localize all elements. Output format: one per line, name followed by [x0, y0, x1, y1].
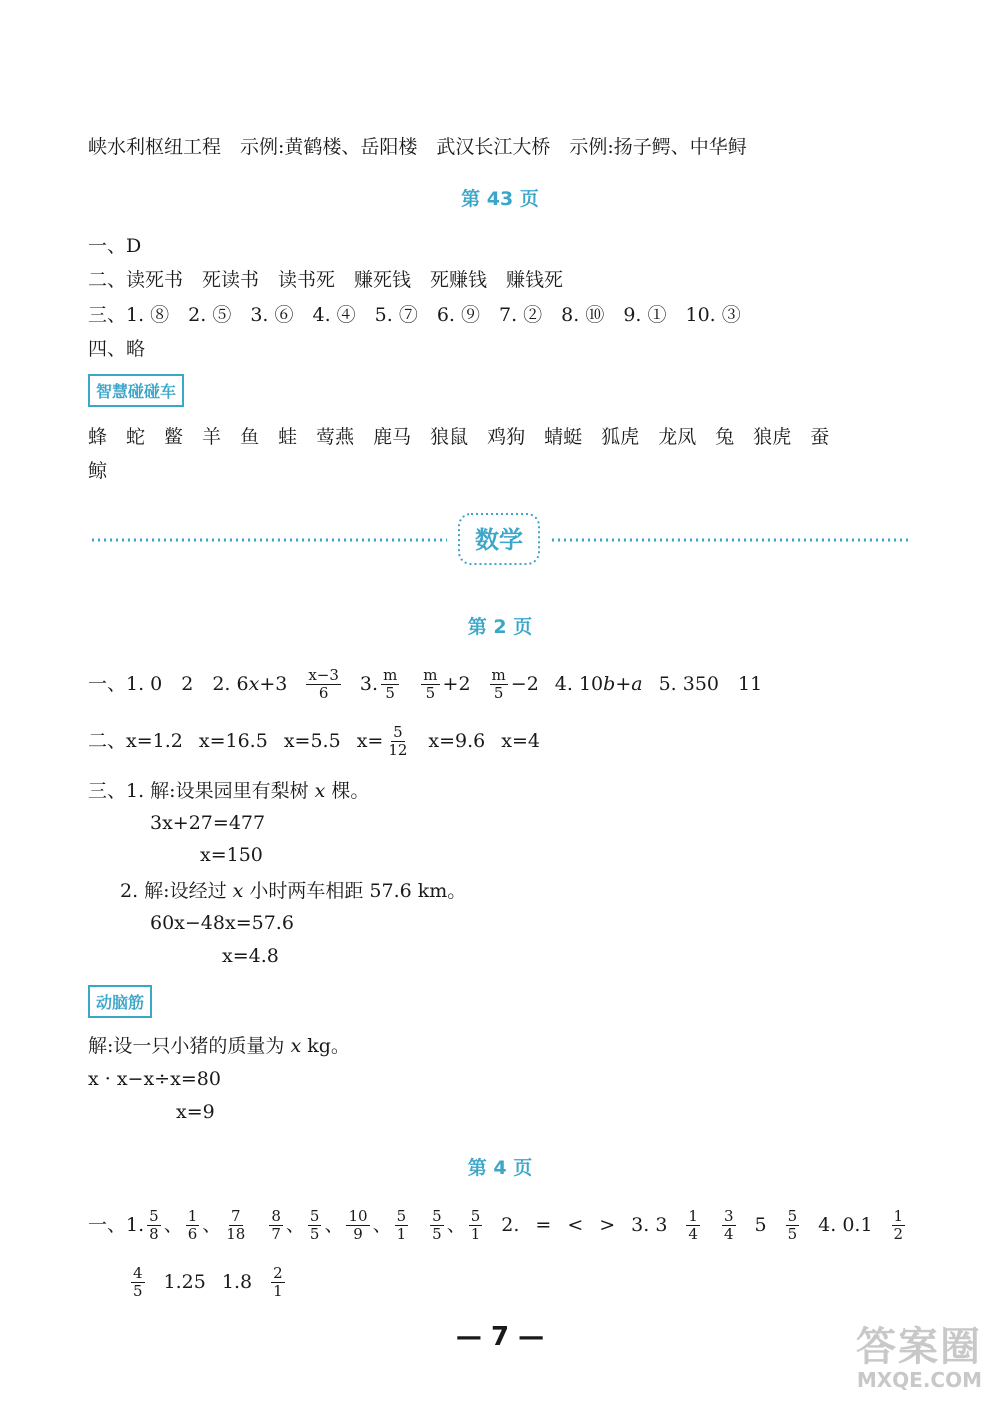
- answer-43-q2: 二、读死书 死读书 读书死 赚死钱 死赚钱 赚钱死: [88, 269, 564, 291]
- q2-label: 2.: [501, 1214, 520, 1236]
- value-1-25: 1.25: [163, 1271, 206, 1293]
- continued-line: 峡水利枢纽工程 示例:黄鹤楼、岳阳楼 武汉长江大桥 示例:扬子鳄、中华鲟: [88, 136, 747, 158]
- fraction: $\frac{x-3}{6}$: [308, 665, 339, 702]
- fraction: $\frac{5}{8}$: [149, 1206, 159, 1243]
- animal-item: 鸡狗: [487, 426, 526, 448]
- divider-dots-left: [92, 537, 447, 543]
- page-number: — 7 —: [455, 1322, 545, 1352]
- q2-c: x=5.5: [283, 730, 341, 752]
- q1-prefix: 一、1. 0 2 2. 6: [88, 673, 249, 695]
- fraction: $\frac{1}{4}$: [688, 1206, 698, 1243]
- brain-intro: 解:设一只小猪的质量为 x kg。: [88, 1035, 350, 1057]
- animal-item: 狼鼠: [430, 426, 469, 448]
- watermark-top: 答案圈: [856, 1324, 982, 1370]
- symbol-gt: >: [599, 1214, 616, 1236]
- value-1-8: 1.8: [221, 1271, 253, 1293]
- fraction: $\frac{3}{4}$: [723, 1206, 734, 1243]
- q1-prefix: 一、1.: [88, 1214, 145, 1236]
- animals-line-2: 鲸: [88, 460, 108, 482]
- animal-item: 蛇: [126, 426, 146, 448]
- animal-item: 蜂: [88, 426, 108, 448]
- var-a: a: [631, 673, 643, 695]
- symbol-eq: =: [535, 1214, 552, 1236]
- answer-2-q2: [88, 721, 540, 761]
- subject-badge: [455, 510, 543, 568]
- section-title-2: 第 2 页: [467, 616, 533, 638]
- fraction: $\frac{5}{5}$: [309, 1206, 320, 1243]
- fraction: $\frac{m}{5}$: [491, 665, 506, 702]
- q1-plus2: +2: [442, 673, 471, 695]
- fraction: $\frac{4}{5}$: [133, 1263, 143, 1300]
- q2-d: x=: [356, 730, 384, 752]
- section-title-4: 第 4 页: [467, 1157, 533, 1179]
- animal-item: 蜻蜓: [544, 426, 583, 448]
- q2-b: x=16.5: [198, 730, 268, 752]
- animal-item: 鳖: [164, 426, 184, 448]
- fraction: $\frac{1}{2}$: [893, 1206, 904, 1243]
- var-x: x: [248, 673, 260, 695]
- watermark-bottom: MXQE.COM: [856, 1368, 982, 1392]
- animal-item: 鹿马: [373, 426, 412, 448]
- brain-eq2: x=9: [176, 1101, 215, 1123]
- fraction: $\frac{2}{1}$: [273, 1263, 283, 1300]
- fraction: $\frac{5}{1}$: [470, 1206, 481, 1243]
- answer-2-q3-2-eq2: x=4.8: [222, 945, 279, 967]
- brain-eq1: x · x−x÷x=80: [88, 1068, 221, 1090]
- fraction: $\frac{1}{6}$: [187, 1206, 198, 1243]
- fraction: $\frac{5}{12}$: [388, 722, 408, 759]
- animal-item: 蚕: [810, 426, 830, 448]
- q1-tail: 5. 350 11: [658, 673, 763, 695]
- fraction: $\frac{m}{5}$: [423, 665, 438, 702]
- q3-label: 3. 3: [631, 1214, 668, 1236]
- fraction: $\frac{8}{7}$: [271, 1206, 281, 1243]
- divider-dots-right-svg: [552, 537, 908, 543]
- answer-2-q1: [88, 664, 762, 704]
- q1-minus2: −2: [510, 673, 539, 695]
- answer-4-q1-line1: 一、1. $\frac{5}{8}$ 、 $\frac{1}{6}$ 、 $\frac{7}{18}$ $\frac{8}{7}$ 、 $\frac{5}{5}$ 、 $\frac{10}{9}$ 、 $\frac{5}{1}$ $\frac{5}{5}$ 、 $\frac{5}{1}$ 2. = < > 3. 3 $\frac{1}{4}$ $\frac{3}{4}$ 5 $\frac{5}{5}$ 4. 0.1 $\frac{1}{2}$: [88, 1206, 904, 1243]
- answer-43-q1: 一、D: [88, 235, 142, 257]
- answer-2-q3-1-eq1: 3x+27=477: [150, 812, 266, 834]
- fraction: $\frac{5}{1}$: [396, 1206, 407, 1243]
- animal-item: 龙凤: [658, 426, 697, 448]
- var-b: b: [603, 673, 616, 695]
- divider-dots-right: [552, 537, 908, 543]
- watermark-logo: [856, 1315, 982, 1392]
- symbol-lt: <: [567, 1214, 584, 1236]
- q1-n4: 4. 10: [554, 673, 604, 695]
- answer-2-q3-1: 三、1. 解:设果园里有梨树 x 棵。: [88, 780, 370, 802]
- box-label-zhihui: 智慧碰碰车: [88, 374, 184, 407]
- q1-n3: 3.: [359, 673, 379, 695]
- answer-2-q3-2-eq1: 60x−48x=57.6: [150, 912, 294, 934]
- fraction: $\frac{7}{18}$: [226, 1206, 246, 1243]
- animals-line: [88, 424, 848, 450]
- answer-43-q4: 四、略: [88, 338, 146, 360]
- animal-item: 莺燕: [316, 426, 355, 448]
- animal-item: 蛙: [278, 426, 298, 448]
- q2-f: x=4: [501, 730, 541, 752]
- animal-item: 鱼: [240, 426, 260, 448]
- animal-item: 兔: [715, 426, 735, 448]
- q1-plus: +: [615, 673, 632, 695]
- fraction: $\frac{10}{9}$: [348, 1206, 368, 1243]
- subject-label: 数学: [475, 526, 523, 554]
- section-title-43: 第 43 页: [461, 188, 539, 210]
- q2-a: x=1.2: [126, 730, 183, 752]
- q3-mid: 5: [754, 1214, 767, 1236]
- q2-prefix: 二、: [88, 730, 127, 752]
- animal-item: 狼虎: [753, 426, 792, 448]
- box-label-dongnaojin: 动脑筋: [88, 985, 152, 1018]
- animal-item: 狐虎: [601, 426, 640, 448]
- animal-item: 羊: [202, 426, 222, 448]
- answer-43-q3: 三、1. ⑧ 2. ⑤ 3. ⑥ 4. ④ 5. ⑦ 6. ⑨ 7. ② 8. ⑩ 9. ① 10. ③: [88, 304, 741, 326]
- q4-label: 4. 0.1: [818, 1214, 873, 1236]
- fraction: $\frac{5}{5}$: [787, 1206, 798, 1243]
- q2-e: x=9.6: [428, 730, 486, 752]
- q1-plus3: +3: [259, 673, 288, 695]
- answer-2-q3-1-eq2: x=150: [200, 844, 263, 866]
- answer-4-q1-line2: [128, 1260, 288, 1304]
- fraction: $\frac{5}{5}$: [432, 1206, 442, 1243]
- fraction: $\frac{m}{5}$: [383, 665, 398, 702]
- answer-2-q3-2: 2. 解:设经过 x 小时两车相距 57.6 km。: [120, 880, 467, 902]
- divider-dots-left-svg: [92, 537, 447, 543]
